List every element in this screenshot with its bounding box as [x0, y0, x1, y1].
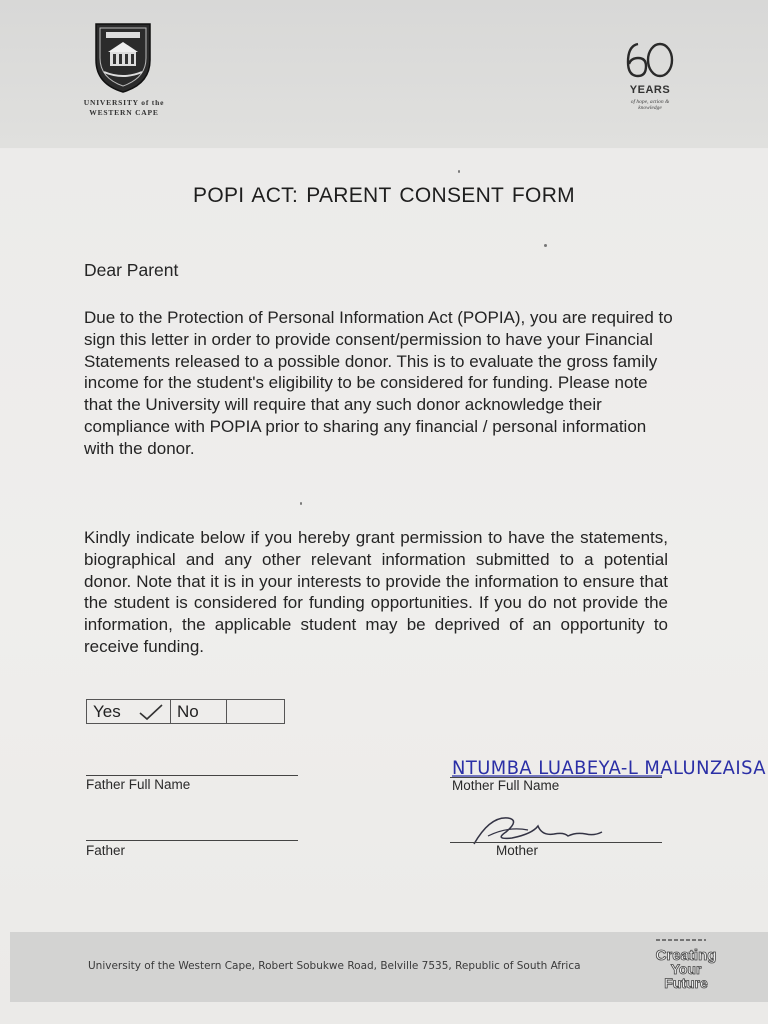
paper-speck: [300, 502, 302, 505]
father-full-name-label: Father Full Name: [86, 777, 191, 792]
paper-speck: [544, 244, 547, 247]
paragraph-popia-notice: Due to the Protection of Personal Information Act (POPIA), you are required to sign this letter in order to provide consent/permission to have your Financial Statements released to a possible donor. This is to evaluate the gross family income for the student's eligibility to be considered for funding. Please note that the University will require that any such donor acknowledge their compliance with POPIA prior to sharing any financial / personal information with the donor.: [84, 308, 673, 458]
consent-no-option[interactable]: [171, 700, 227, 723]
years-label: YEARS: [629, 84, 671, 96]
paragraph-permission-request: Kindly indicate below if you hereby grant permission to have the statements, biographical and any other relevant information submitted to a potential donor. Note that it is in your interests to provide the information to ensure that the student is considered for funding opportunities. If you do not provide the information, the applicable student may be deprived of an opportunity to receive funding.: [84, 528, 668, 656]
salutation: Dear Parent: [84, 260, 179, 280]
creating-your-future-logo: [636, 934, 736, 996]
consent-choice-box: [86, 699, 285, 724]
checkmark-icon: [139, 703, 163, 721]
mother-full-name-value: NTUMBA LUABEYA-L MALUNZAISA: [452, 757, 766, 779]
university-name: UNIVERSITY of the WESTERN CAPE: [83, 98, 165, 117]
form-title: POPI ACT: PARENT CONSENT FORM: [193, 184, 575, 207]
mother-signature-line: [450, 842, 662, 843]
consent-no-label: No: [177, 702, 199, 721]
university-crest-logo: [92, 22, 154, 94]
mother-signature-label: Mother: [496, 843, 539, 858]
consent-blank-cell[interactable]: [227, 700, 284, 723]
svg-text:Future: Future: [664, 975, 708, 991]
sixty-years-logo: [622, 38, 678, 82]
consent-yes-label: Yes: [93, 702, 121, 721]
svg-text:Your: Your: [670, 961, 702, 977]
mother-full-name-label: Mother Full Name: [452, 778, 560, 793]
anniversary-tagline: of hope, action & knowledge: [630, 99, 670, 111]
father-signature-label: Father: [86, 843, 126, 858]
father-signature-line[interactable]: [86, 840, 298, 841]
paper-speck: [458, 170, 460, 173]
footer-address: University of the Western Cape, Robert Sobukwe Road, Belville 7535, Republic of South Africa: [88, 960, 581, 972]
consent-yes-option[interactable]: [87, 700, 171, 723]
father-full-name-line[interactable]: [86, 775, 298, 776]
svg-text:Creating: Creating: [655, 947, 717, 964]
